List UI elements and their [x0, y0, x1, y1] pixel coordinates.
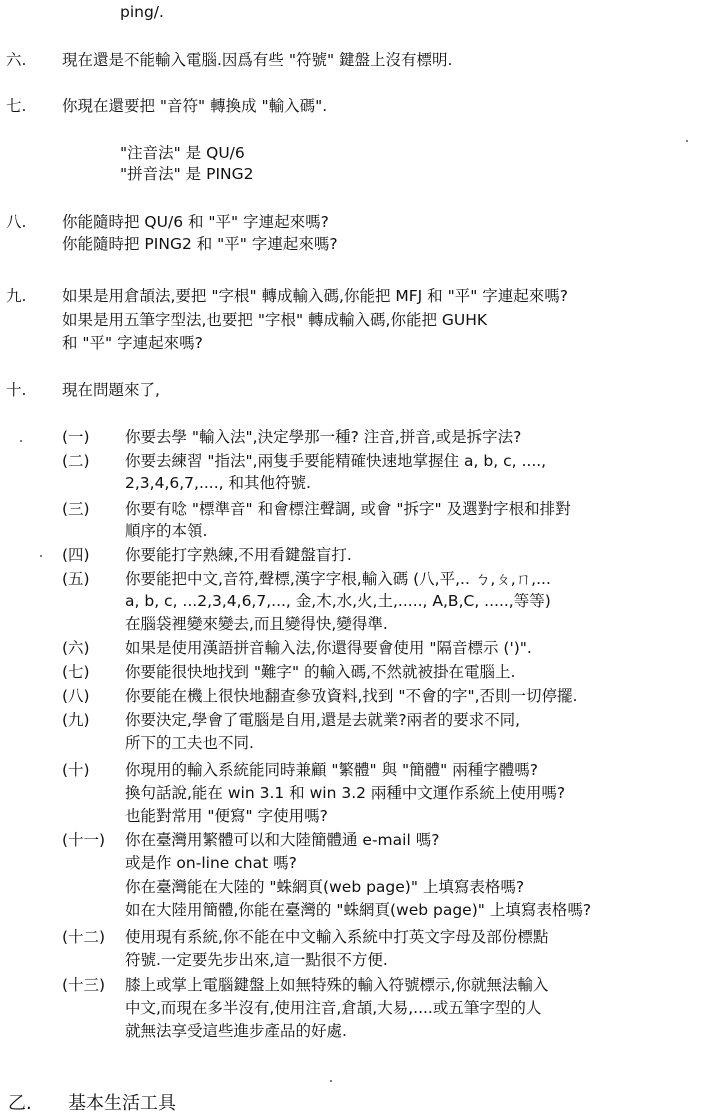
item-text: 現在還是不能輸入電腦.因爲有些 "符號" 鍵盤上沒有標明.: [62, 51, 453, 69]
subitem-text: 如果是使用漢語拼音輸入法,你還得要會使用 "隔音標示 (')".: [125, 639, 532, 657]
item-text: 如果是用倉頡法,要把 "字根" 轉成輸入碼,你能把 MFJ 和 "平" 字連起來嗎?: [62, 287, 569, 305]
example-line: "拼音法" 是 PING2: [120, 165, 254, 183]
subitem-text: 你要去練習 "指法",兩隻手要能精確快速地掌握住 a, b, c, ....,: [125, 452, 547, 470]
subitem-label: (四): [62, 546, 90, 564]
item-text: 你能隨時把 PING2 和 "平" 字連起來嗎?: [62, 235, 338, 253]
subitem-text: a, b, c, ...2,3,4,6,7,..., 金,木,水,火,土,....., A,B,C, .....,等等): [125, 592, 551, 610]
subitem-text: 你要能把中文,音符,聲標,漢字字根,輸入碼 (八,平,.. ㄅ,ㄆ,ㄇ,...: [125, 570, 551, 588]
subitem-text: 符號.一定要先步出來,這一點很不方便.: [125, 951, 388, 969]
item-text: 如果是用五筆字型法,也要把 "字根" 轉成輸入碼,你能把 GUHK: [62, 311, 488, 329]
section-number: 乙.: [8, 1093, 32, 1114]
subitem-text: 你要能在機上很快地翻查參攷資料,找到 "不會的字",否則一切停擺.: [125, 687, 578, 705]
subitem-label: (九): [62, 711, 90, 729]
top-fragment: ping/.: [120, 3, 164, 21]
scan-speck: [686, 140, 688, 142]
item-number: 十.: [6, 381, 27, 399]
item-number: 七.: [6, 97, 27, 115]
section-title: 基本生活工具: [68, 1093, 176, 1114]
item-number: 六.: [6, 51, 27, 69]
subitem-text: 就無法享受這些進步產品的好處.: [125, 1022, 347, 1040]
subitem-text: 你要決定,學會了電腦是自用,還是去就業?兩者的要求不同,: [125, 711, 521, 729]
subitem-text: 你要去學 "輸入法",決定學那一種? 注音,拼音,或是拆字法?: [125, 428, 522, 446]
subitem-text: 你要能打字熟練,不用看鍵盤盲打.: [125, 546, 352, 564]
subitem-label: (六): [62, 639, 90, 657]
subitem-text: 在腦袋裡變來變去,而且變得快,變得準.: [125, 615, 388, 633]
subitem-text: 你在臺灣能在大陸的 "蛛網頁(web page)" 上填寫表格嗎?: [125, 878, 525, 896]
subitem-label: (十): [62, 761, 90, 779]
subitem-text: 順序的本領.: [125, 522, 208, 540]
item-number: 九.: [6, 287, 27, 305]
subitem-label: (二): [62, 452, 90, 470]
subitem-label: (十三): [62, 976, 106, 994]
subitem-text: 2,3,4,6,7,...., 和其他符號.: [125, 474, 311, 492]
subitem-text: 也能對常用 "便寫" 字使用嗎?: [125, 807, 328, 825]
subitem-text: 如在大陸用簡體,你能在臺灣的 "蛛網頁(web page)" 上填寫表格嗎?: [125, 901, 592, 919]
subitem-label: (十二): [62, 928, 106, 946]
item-text: 和 "平" 字連起來嗎?: [62, 334, 203, 352]
subitem-text: 中文,而現在多半沒有,使用注音,倉頡,大易,....或五筆字型的人: [125, 999, 542, 1017]
subitem-text: 你要有唸 "標準音" 和會標注聲調, 或會 "拆字" 及選對字根和排對: [125, 500, 571, 518]
subitem-text: 膝上或掌上電腦鍵盤上如無特殊的輸入符號標示,你就無法輸入: [125, 976, 549, 994]
subitem-text: 或是作 on-line chat 嗎?: [125, 854, 297, 872]
subitem-label: (七): [62, 663, 90, 681]
subitem-label: (十一): [62, 831, 106, 849]
subitem-text: 使用現有系統,你不能在中文輸入系統中打英文字母及部份標點: [125, 928, 549, 946]
scan-speck: [330, 1080, 332, 1082]
example-line: "注音法" 是 QU/6: [120, 144, 245, 162]
subitem-label: (一): [62, 428, 90, 446]
subitem-text: 你現用的輸入系統能同時兼顧 "繁體" 與 "簡體" 兩種字體嗎?: [125, 761, 538, 779]
subitem-text: 所下的工夫也不同.: [125, 734, 254, 752]
subitem-text: 你要能很快地找到 "難字" 的輸入碼,不然就被掛在電腦上.: [125, 663, 516, 681]
item-text: 你現在還要把 "音符" 轉換成 "輸入碼".: [62, 97, 328, 115]
scan-speck: [40, 555, 42, 557]
subitem-text: 你在臺灣用繁體可以和大陸簡體通 e-mail 嗎?: [125, 831, 440, 849]
subitem-label: (八): [62, 687, 90, 705]
item-text: 現在問題來了,: [62, 381, 160, 399]
item-number: 八.: [6, 213, 27, 231]
subitem-label: (五): [62, 570, 90, 588]
subitem-text: 換句話說,能在 win 3.1 和 win 3.2 兩種中文運作系統上使用嗎?: [125, 784, 566, 802]
item-text: 你能隨時把 QU/6 和 "平" 字連起來嗎?: [62, 213, 329, 231]
subitem-label: (三): [62, 500, 90, 518]
scan-speck: [20, 440, 22, 442]
